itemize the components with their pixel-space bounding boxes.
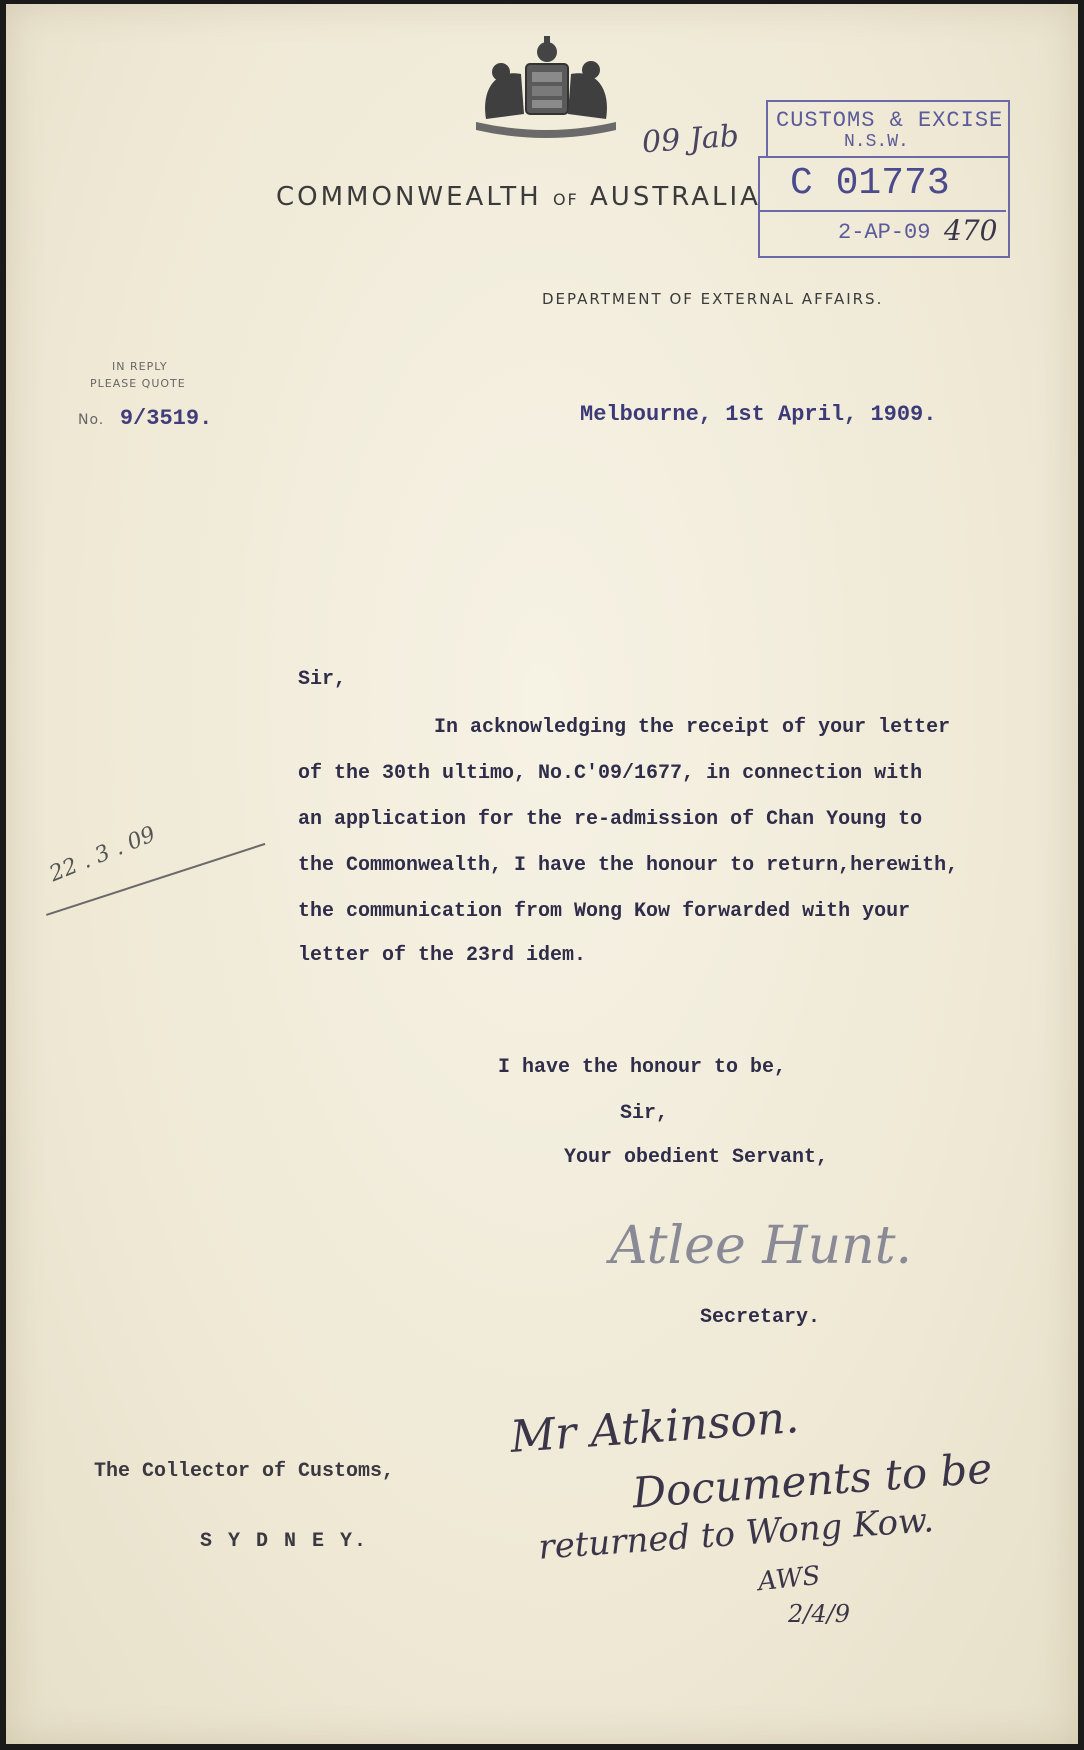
letterhead-title-left: COMMONWEALTH <box>276 182 542 212</box>
addressee-line-1: The Collector of Customs, <box>94 1460 395 1483</box>
annotation-initials: AWS <box>756 1560 822 1598</box>
letterhead-title-of: OF <box>552 190 579 209</box>
customs-stamp <box>766 100 1010 260</box>
closing-line-2: Sir, <box>620 1102 669 1125</box>
signature: Atlee Hunt. <box>610 1216 912 1276</box>
closing-line-3: Your obedient Servant, <box>564 1146 829 1169</box>
stamp-line2: N.S.W. <box>844 132 909 152</box>
letterhead-title <box>276 182 761 212</box>
addressee-line-2: S Y D N E Y. <box>200 1530 369 1553</box>
quote-label: PLEASE QUOTE <box>90 377 186 390</box>
body-line-2: of the 30th ultimo, No.C'09/1677, in connection with <box>298 762 923 785</box>
body-line-1: In acknowledging the receipt of your letter <box>434 716 951 739</box>
coat-of-arms-emblem <box>466 34 626 144</box>
stamp-handwritten-note: 470 <box>944 214 998 247</box>
letterhead-title-right: AUSTRALIA <box>590 182 761 212</box>
reference-number <box>78 406 212 431</box>
reference-no-label: No. <box>78 412 105 428</box>
letter-page <box>6 4 1078 1744</box>
salutation: Sir, <box>298 668 347 691</box>
annotation-date: 2/4/9 <box>788 1600 850 1628</box>
body-line-5: the communication from Wong Kow forwarded with your <box>298 900 911 923</box>
closing-title: Secretary. <box>700 1306 821 1329</box>
annotation-line-2: Documents to be <box>630 1443 994 1518</box>
closing-line-1: I have the honour to be, <box>498 1056 787 1079</box>
stamp-line1: CUSTOMS & EXCISE <box>776 108 1004 133</box>
department-line: DEPARTMENT OF EXTERNAL AFFAIRS. <box>542 290 884 308</box>
annotation-line-3: returned to Wong Kow. <box>537 1500 936 1568</box>
annotation-line-1: Mr Atkinson. <box>508 1391 801 1464</box>
reply-label: IN REPLY <box>112 360 168 373</box>
margin-note: 22 . 3 . 09 <box>46 822 160 888</box>
reference-number-value: 9/3519. <box>119 406 213 431</box>
body-line-3: an application for the re-admission of Chan Young to <box>298 808 923 831</box>
body-line-6: letter of the 23rd idem. <box>298 944 587 967</box>
stamp-date: 2-AP-09 <box>838 220 931 245</box>
pencil-note: 09 Jab <box>640 118 740 161</box>
date-line: Melbourne, 1st April, 1909. <box>580 402 937 427</box>
stamp-number: C 01773 <box>790 162 950 205</box>
body-line-4: the Commonwealth, I have the honour to return,herewith, <box>298 854 959 877</box>
